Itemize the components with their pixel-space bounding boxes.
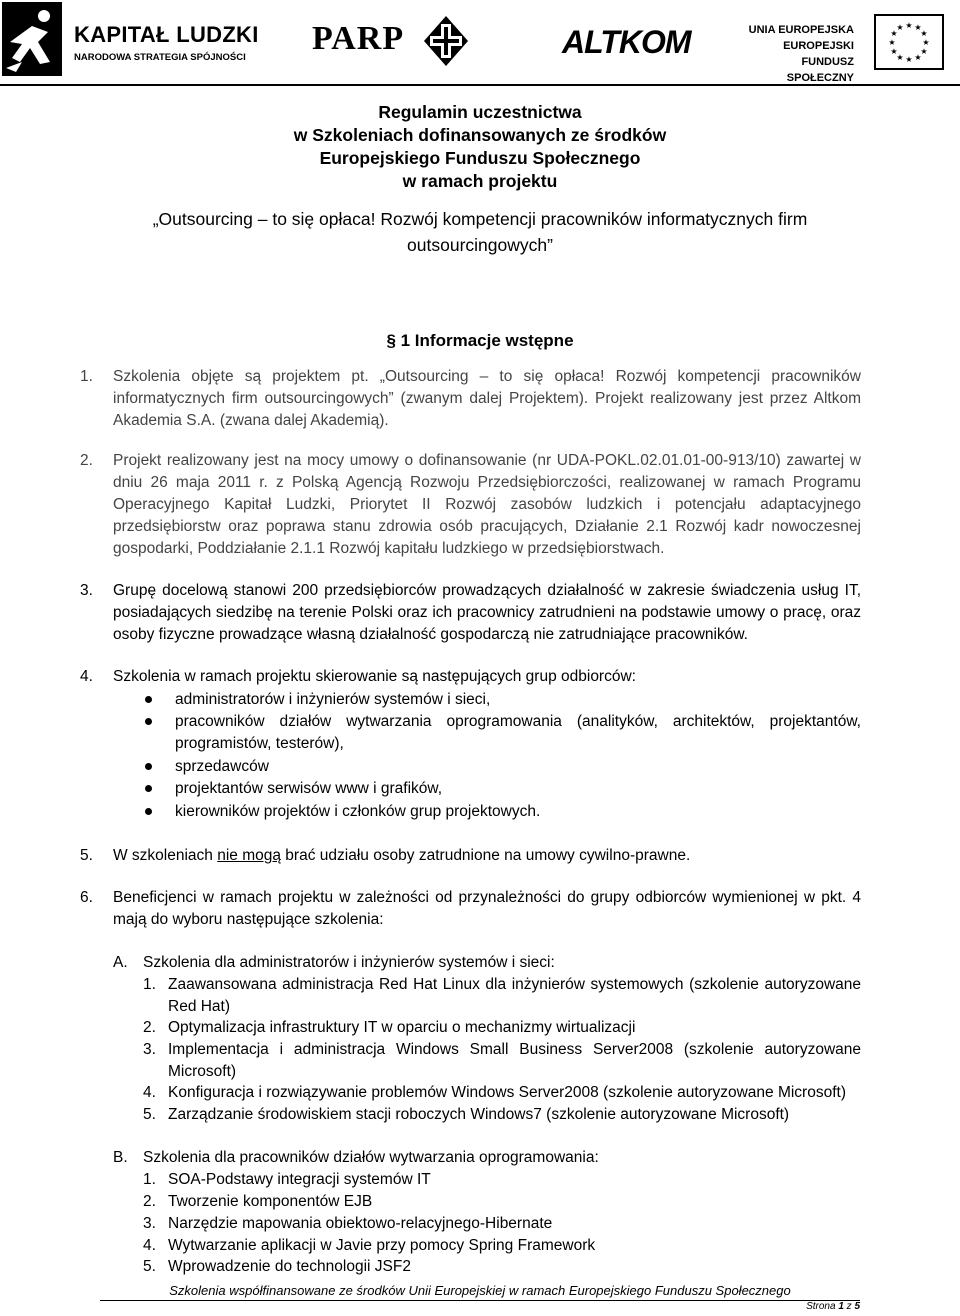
group-a-letter: A. (113, 954, 128, 971)
eu-text (736, 22, 854, 86)
svg-text:★: ★ (920, 47, 928, 56)
parp-text: PARP (312, 20, 405, 57)
svg-text:★: ★ (890, 47, 898, 56)
kapital-ludzki-subtitle: NARODOWA STRATEGIA SPÓJNOŚCI (74, 52, 246, 63)
point-6-text: Beneficjenci w ramach projektu w zależności od przynależności do grupy odbiorców wymienionej w pkt. 4 mają do wyboru następujące szkolenia: (113, 889, 861, 928)
list-item: projektantów serwisów www i grafików, (175, 780, 443, 797)
header-divider (0, 84, 960, 86)
point-5-text-b: brać udziału osoby zatrudnione na umowy cywilno-prawne. (281, 847, 691, 864)
kapital-ludzki-logo (2, 2, 259, 76)
eu-text-line2: EUROPEJSKI (783, 40, 854, 52)
point-2-text: Projekt realizowany jest na mocy umowy o dofinansowanie (nr UDA-POKL.02.01.01-00-913/10) zawartej w dniu 26 maja 2011 r. z Polską Agencją Rozwoju Przedsiębiorczości, realizowanej w ramach Programu Operacyjnego Kapitał Ludzki, Priorytet II Rozwój zasobów ludzkich i potencjału adaptacyjnego przedsiębiorstw oraz poprawa stanu zdrowia osób pracujących, Działanie 2.1 Rozwój kadr nowoczesnej gospodarki, Poddziałanie 2.1.1 Rozwój kapitału ludzkiego w przedsiębiorstwach. (113, 452, 861, 557)
doc-title-line3: Europejskiego Funduszu Społecznego (319, 148, 641, 168)
doc-title-line4: w ramach projektu (402, 171, 558, 191)
group-a-item: Konfiguracja i rozwiązywanie problemów Windows Server2008 (szkolenie autoryzowane Microsoft) (168, 1084, 846, 1101)
group-b-item-number: 1. (143, 1171, 156, 1188)
point-5-underlined: nie mogą (217, 847, 281, 864)
group-b-item: Wprowadzenie do technologii JSF2 (168, 1258, 411, 1275)
point-5-number: 5. (80, 847, 93, 864)
point-6-number: 6. (80, 889, 93, 906)
svg-text:★: ★ (922, 38, 930, 47)
group-b-item-number: 4. (143, 1237, 156, 1254)
eu-text-line1: UNIA EUROPEJSKA (748, 24, 854, 36)
group-b-item-number: 3. (143, 1215, 156, 1232)
group-a-item-number: 4. (143, 1084, 156, 1101)
page-number (760, 1301, 860, 1312)
list-item: pracowników działów wytwarzania oprogramowania (analityków, architektów, projektantów, programistów, testerów), (175, 713, 861, 752)
kapital-ludzki-emblem-icon (2, 2, 62, 76)
svg-text:★: ★ (914, 23, 922, 32)
group-b-item: Narzędzie mapowania obiektowo-relacyjnego-Hibernate (168, 1215, 553, 1232)
parp-emblem-icon (424, 16, 468, 66)
group-a-item-number: 1. (143, 976, 156, 993)
svg-text:★: ★ (920, 29, 928, 38)
section-heading: § 1 Informacje wstępne (386, 331, 574, 350)
parp-logo (312, 16, 472, 70)
altkom-logo (562, 18, 691, 68)
group-b-title: Szkolenia dla pracowników działów wytwarzania oprogramowania: (143, 1149, 599, 1166)
svg-text:★: ★ (896, 53, 904, 62)
group-a-item-number: 3. (143, 1041, 156, 1058)
doc-subtitle-line2: outsourcingowych” (407, 235, 553, 255)
group-b-item: Tworzenie komponentów EJB (168, 1193, 373, 1210)
bullet-icon (145, 718, 152, 725)
group-a-title: Szkolenia dla administratorów i inżynierów systemów i sieci: (143, 954, 555, 971)
group-a-item: Zaawansowana administracja Red Hat Linux dla inżynierów systemowych (szkolenie autoryzowane Red Hat) (168, 976, 861, 1015)
point-5-text (113, 845, 861, 867)
doc-title-line2: w Szkoleniach dofinansowanych ze środków (293, 125, 667, 145)
doc-subtitle-line1: „Outsourcing – to się opłaca! Rozwój kompetencji pracowników informatycznych firm (152, 209, 808, 229)
bullet-icon (145, 785, 152, 792)
group-a-item: Zarządzanie środowiskiem stacji roboczych Windows7 (szkolenie autoryzowane Microsoft) (168, 1106, 790, 1123)
list-item: sprzedawców (175, 758, 269, 775)
kapital-ludzki-title: KAPITAŁ LUDZKI (74, 22, 259, 47)
point-1-number: 1. (80, 368, 93, 385)
point-5-text-a: W szkoleniach (113, 847, 218, 864)
bullet-icon (145, 808, 152, 815)
doc-title-line1: Regulamin uczestnictwa (378, 102, 582, 122)
eu-logo (736, 14, 946, 84)
group-a-item-number: 2. (143, 1019, 156, 1036)
logo-header (0, 0, 960, 84)
list-item: kierowników projektów i członków grup projektowych. (175, 803, 541, 820)
svg-text:★: ★ (896, 23, 904, 32)
point-4-text: Szkolenia w ramach projektu skierowanie są następujących grup odbiorców: (113, 668, 636, 685)
bullet-icon (145, 763, 152, 770)
footer-text: Szkolenia współfinansowane ze środków Unii Europejskiej w ramach Europejskiego Funduszu Społecznego (169, 1283, 791, 1298)
point-4-number: 4. (80, 668, 93, 685)
svg-text:★: ★ (914, 53, 922, 62)
svg-text:★: ★ (905, 21, 913, 30)
group-b-item-number: 2. (143, 1193, 156, 1210)
group-b-item: Wytwarzanie aplikacji w Javie przy pomocy Spring Framework (168, 1237, 596, 1254)
group-a-item: Optymalizacja infrastruktury IT w oparciu o mechanizmy wirtualizacji (168, 1019, 636, 1036)
group-b-item: SOA-Podstawy integracji systemów IT (168, 1171, 431, 1188)
group-a-item: Implementacja i administracja Windows Small Business Server2008 (szkolenie autoryzowane Microsoft) (168, 1041, 861, 1080)
svg-text:★: ★ (888, 38, 896, 47)
eu-flag-icon (874, 14, 944, 70)
svg-text:★: ★ (890, 29, 898, 38)
point-1-text: Szkolenia objęte są projektem pt. „Outsourcing – to się opłaca! Rozwój kompetencji pracowników informatycznych firm outsourcingowych” (zwanym dalej Projektem). Projekt realizowany jest przez Altkom Akademia S.A. (zwana dalej Akademią). (113, 368, 861, 429)
point-3-number: 3. (80, 582, 93, 599)
list-item: administratorów i inżynierów systemów i sieci, (175, 691, 491, 708)
eu-text-line3: FUNDUSZ SPOŁECZNY (786, 56, 854, 84)
group-b-letter: B. (113, 1149, 128, 1166)
page-total: 5 (854, 1301, 860, 1312)
group-b-item-number: 5. (143, 1258, 156, 1275)
svg-text:★: ★ (905, 55, 913, 64)
bullet-icon (145, 696, 152, 703)
group-a-item-number: 5. (143, 1106, 156, 1123)
footer-divider (100, 1300, 860, 1301)
point-3-text: Grupę docelową stanowi 200 przedsiębiorców prowadzących działalność w zakresie świadczenia usług IT, posiadających siedzibę na terenie Polski oraz ich pracownicy zatrudnieni na podstawie umowy o pracę, oraz osoby fizyczne prowadzące własną działalność gospodarczą nie zatrudniające pracowników. (113, 582, 861, 643)
page-current: 1 (838, 1301, 844, 1312)
page-sep: z (846, 1301, 852, 1312)
altkom-text: ALTKOM (562, 24, 691, 60)
point-2-number: 2. (80, 452, 93, 469)
page-label: Strona (806, 1301, 836, 1312)
